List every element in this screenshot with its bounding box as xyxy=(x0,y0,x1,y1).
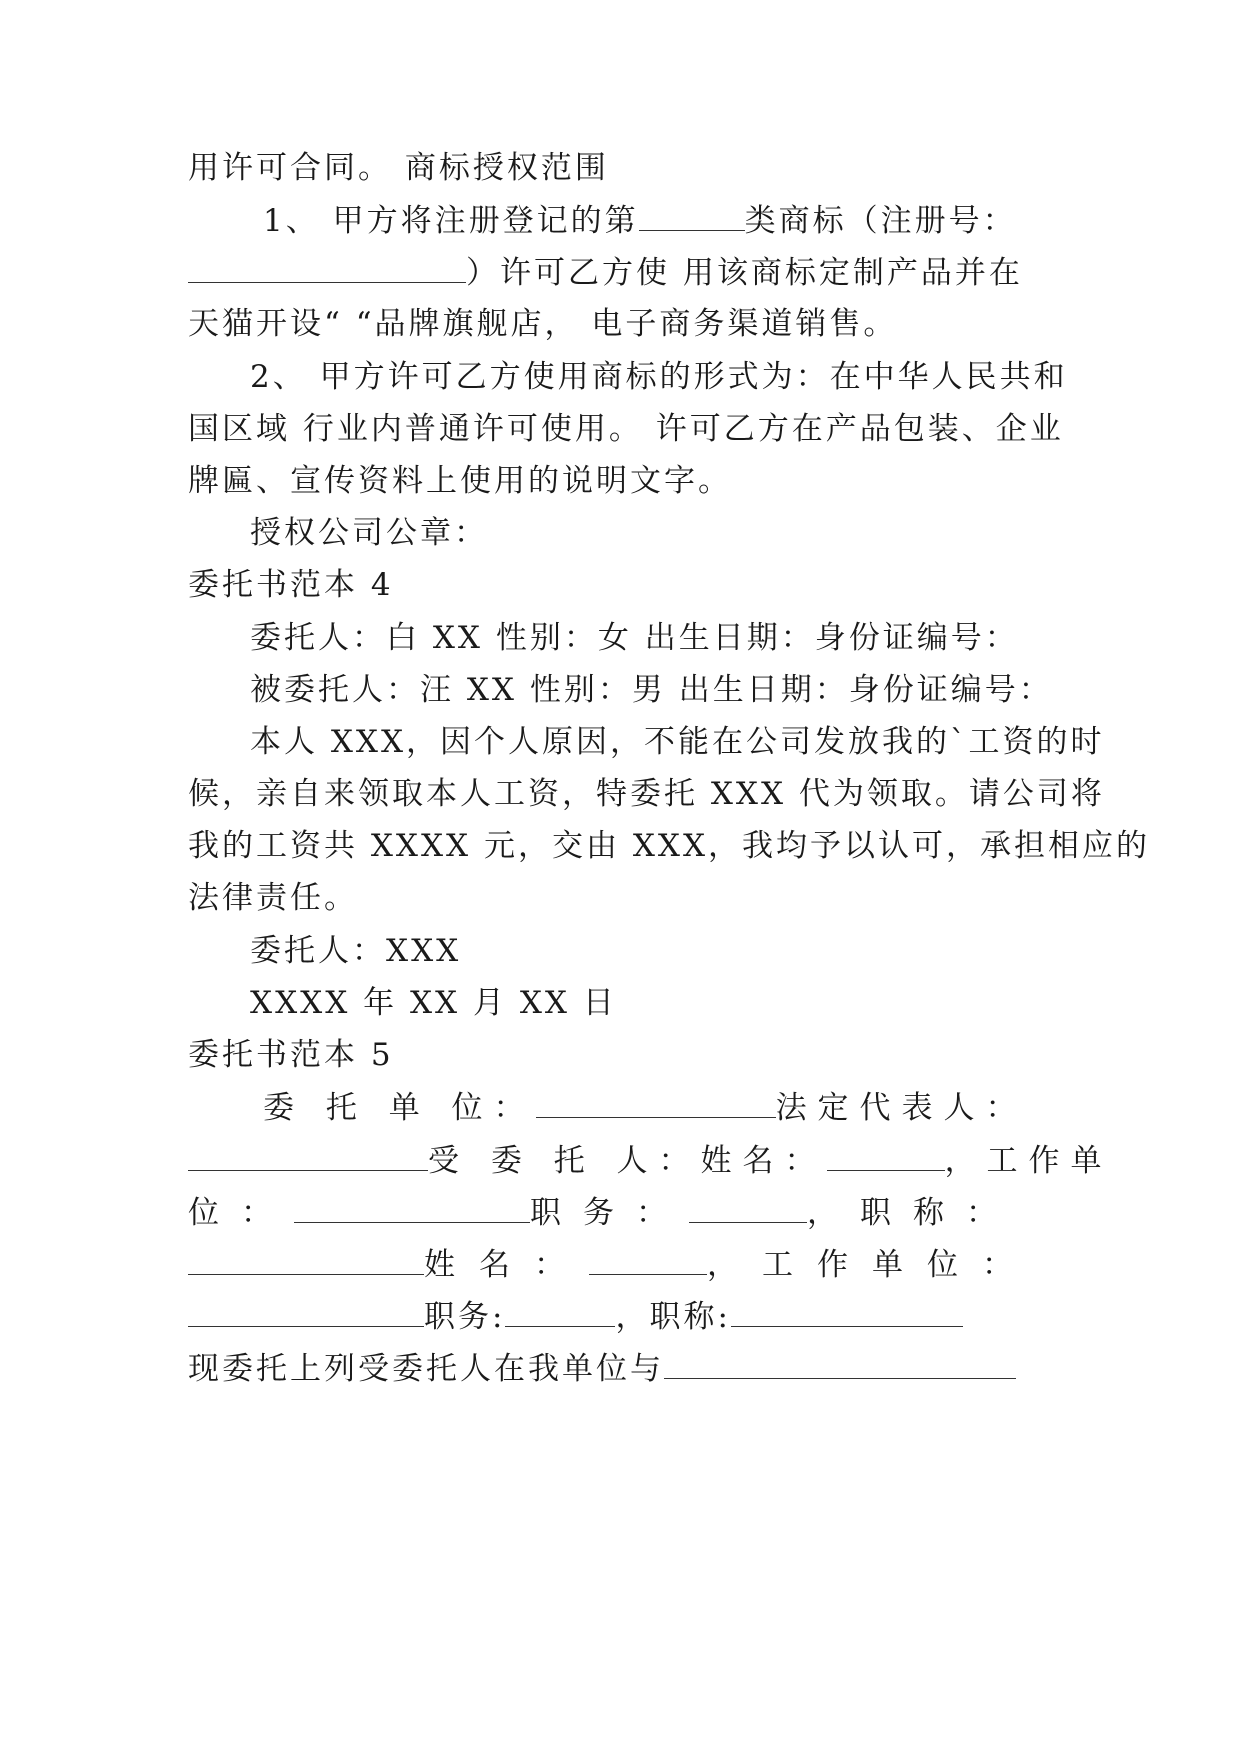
unit-blank xyxy=(536,1087,776,1118)
class-number-blank xyxy=(639,200,745,231)
sample-4-body-2: 候，亲自来领取本人工资，特委托 XXX 代为领取。请公司将 xyxy=(188,776,1105,812)
sample-5-line-3 xyxy=(188,1192,1048,1233)
unit-label: 委 托 单 位： xyxy=(263,1090,536,1126)
sample-4-body-3: 我的工资共 XXXX 元，交由 XXX，我均予以认可，承担相应的 xyxy=(188,828,1151,864)
work-unit-label: ，工作单 xyxy=(944,1143,1113,1179)
item-2-line-1: 2、 甲方许可乙方使用商标的形式为：在中华人民共和 xyxy=(250,359,1068,395)
sample-5-line-1 xyxy=(263,1087,1048,1128)
item-1-line-2-suffix: ）许可乙方使 用该商标定制产品并在 xyxy=(466,255,1023,291)
agent-label: 受 委 托 人：姓名： xyxy=(428,1143,827,1179)
title-label: ，职称： xyxy=(807,1195,1019,1231)
work-unit-blank-2 xyxy=(188,1296,424,1327)
title-blank-2 xyxy=(731,1296,963,1327)
name-blank xyxy=(589,1244,707,1275)
sample-4-body-1: 本人 XXX，因个人原因，不能在公司发放我的`工资的时 xyxy=(250,724,1105,760)
item-2-line-2: 国区域 行业内普通许可使用。 许可乙方在产品包装、企业 xyxy=(188,411,1064,447)
sample-4-body-4: 法律责任。 xyxy=(188,880,358,916)
sample-5-line-2 xyxy=(188,1140,1113,1181)
registration-number-blank xyxy=(188,252,466,283)
name-label: 姓名： xyxy=(424,1247,589,1283)
item-1-line-1 xyxy=(263,200,1048,241)
sample-4-agent: 被委托人：汪 XX 性别：男 出生日期：身份证编号： xyxy=(250,672,1053,708)
item-1-middle: 类商标（注册号： xyxy=(744,203,1017,239)
work-unit-label-2: ，工作单位： xyxy=(707,1247,1037,1283)
title-label-2: ，职称: xyxy=(615,1299,731,1335)
sample-4-title: 委托书范本 4 xyxy=(188,567,394,603)
sample-5-title: 委托书范本 5 xyxy=(188,1037,394,1073)
sample-5-line-4 xyxy=(188,1244,1048,1285)
legal-rep-label: 法定代表人： xyxy=(775,1090,1028,1126)
sample-4-principal: 委托人：白 XX 性别：女 出生日期：身份证编号： xyxy=(250,620,1019,656)
title-blank xyxy=(188,1244,424,1275)
agent-name-blank xyxy=(827,1140,945,1171)
item-2-line-3: 牌匾、宣传资料上使用的说明文字。 xyxy=(188,463,732,499)
sample-4-signature: 委托人：XXX xyxy=(250,933,462,969)
item-1-line-3: 天猫开设“ “品牌旗舰店， 电子商务渠道销售。 xyxy=(188,306,898,342)
position-label: 职务： xyxy=(530,1195,689,1231)
last-line: 现委托上列受委托人在我单位与 xyxy=(188,1351,664,1387)
unit-tail: 位： xyxy=(188,1195,294,1231)
item-1-line-2 xyxy=(188,252,1048,293)
position-blank-2 xyxy=(505,1296,615,1327)
legal-rep-blank xyxy=(188,1140,428,1171)
sample-5-line-6 xyxy=(188,1348,1048,1389)
position-label-2: 职务: xyxy=(424,1299,506,1335)
position-blank xyxy=(689,1192,807,1223)
sample-4-date: XXXX 年 XX 月 XX 日 xyxy=(250,985,617,1021)
seal-line: 授权公司公章： xyxy=(250,515,488,551)
sample-5-line-5 xyxy=(188,1296,1048,1337)
item-1-prefix: 1、 甲方将注册登记的第 xyxy=(263,203,639,239)
counterparty-blank xyxy=(664,1348,1016,1379)
contract-heading-line: 用许可合同。 商标授权范围 xyxy=(188,150,609,186)
work-unit-blank xyxy=(294,1192,530,1223)
